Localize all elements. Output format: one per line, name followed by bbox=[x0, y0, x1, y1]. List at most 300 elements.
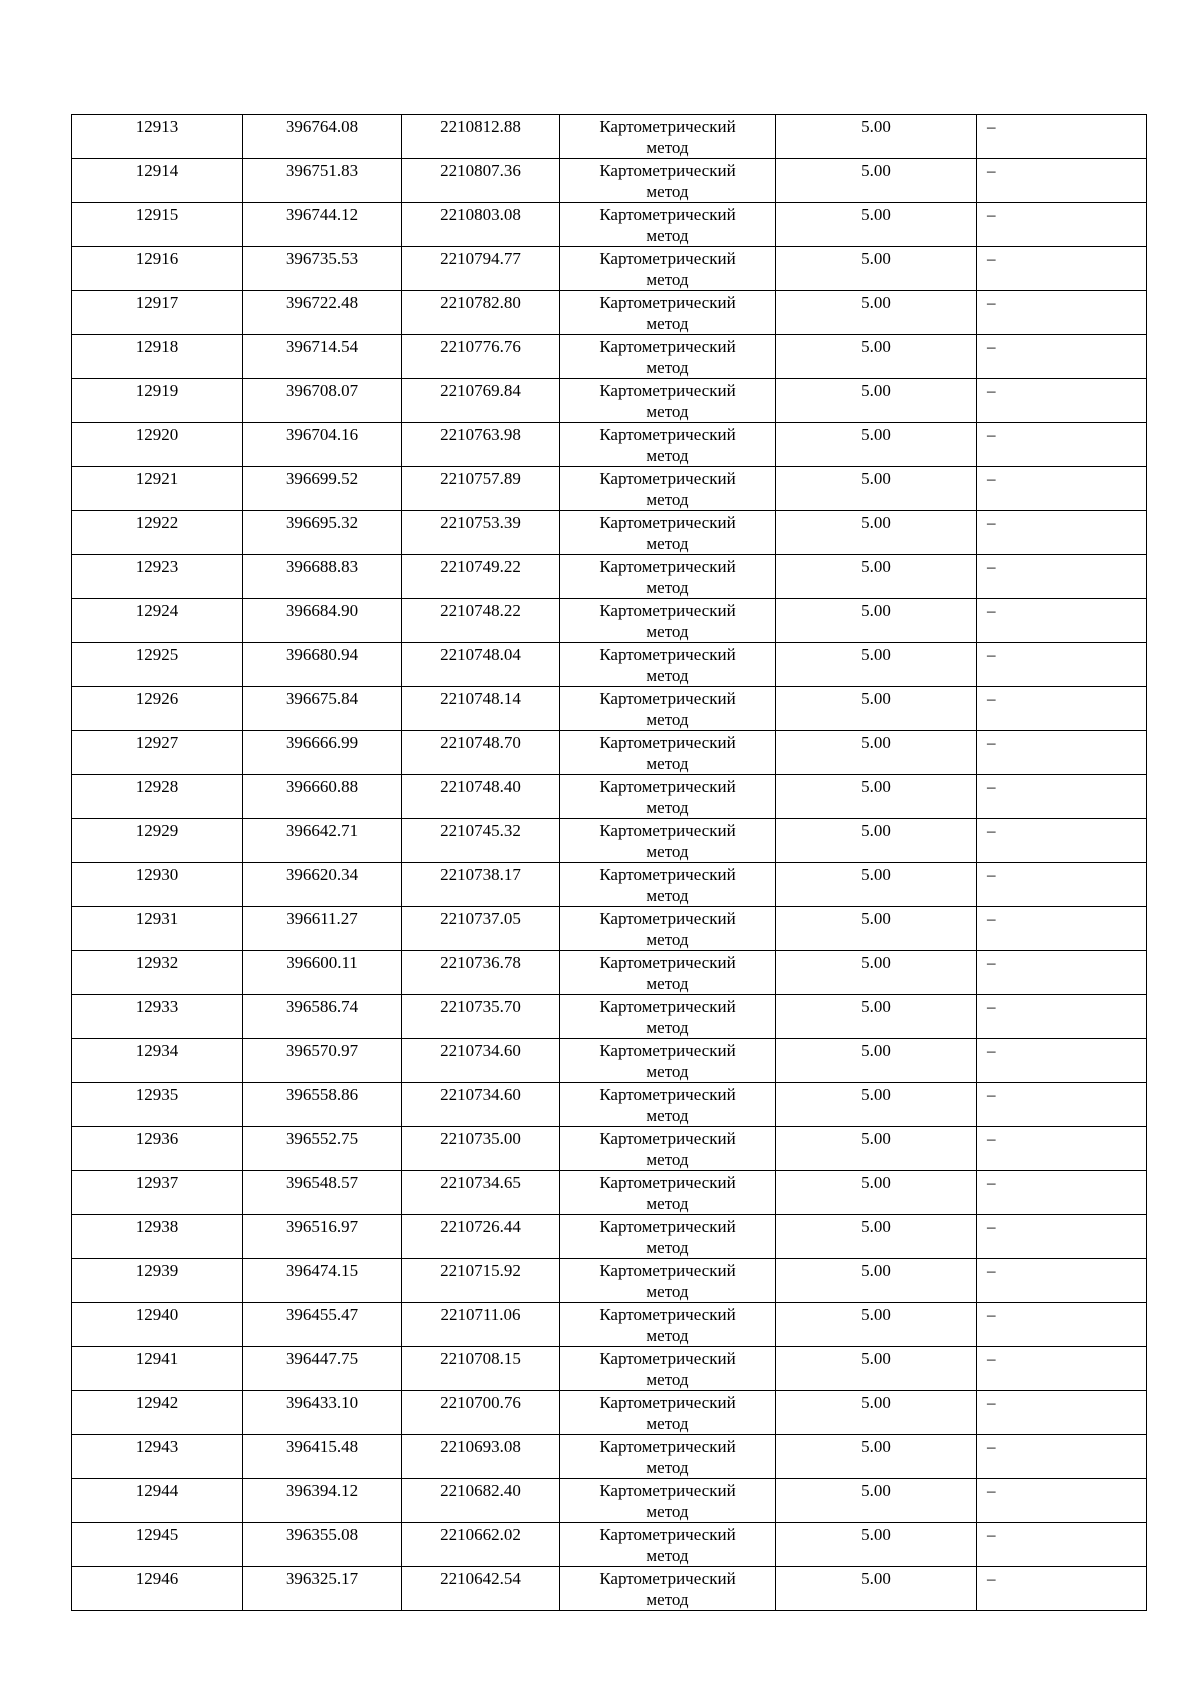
error-value: 5.00 bbox=[861, 1525, 891, 1544]
y-coordinate-cell bbox=[402, 115, 560, 159]
error-cell bbox=[776, 995, 977, 1039]
table-row bbox=[72, 247, 1147, 291]
method: Картометрический метод bbox=[599, 1393, 736, 1433]
x-coordinate: 396722.48 bbox=[285, 293, 359, 312]
point-number: 12936 bbox=[135, 1129, 179, 1148]
method-cell bbox=[560, 115, 776, 159]
error-value: 5.00 bbox=[861, 381, 891, 400]
x-coordinate: 396735.53 bbox=[285, 249, 359, 268]
point-number-cell bbox=[72, 1391, 243, 1435]
method: Картометрический метод bbox=[599, 381, 736, 421]
point-number: 12935 bbox=[135, 1085, 179, 1104]
point-number-cell bbox=[72, 115, 243, 159]
error-value: 5.00 bbox=[861, 1349, 891, 1368]
description: – bbox=[987, 1129, 996, 1148]
error-cell bbox=[776, 1567, 977, 1611]
point-number-cell bbox=[72, 291, 243, 335]
point-number-cell bbox=[72, 1127, 243, 1171]
description-cell bbox=[977, 1567, 1147, 1611]
y-coordinate-cell bbox=[402, 1215, 560, 1259]
point-number: 12914 bbox=[135, 161, 179, 180]
table-row bbox=[72, 1215, 1147, 1259]
table-row bbox=[72, 1479, 1147, 1523]
x-coordinate: 396570.97 bbox=[285, 1041, 359, 1060]
x-coordinate: 396744.12 bbox=[285, 205, 359, 224]
error-cell bbox=[776, 1127, 977, 1171]
x-coordinate: 396704.16 bbox=[285, 425, 359, 444]
x-coordinate: 396474.15 bbox=[285, 1261, 359, 1280]
point-number-cell bbox=[72, 379, 243, 423]
x-coordinate-cell bbox=[243, 819, 402, 863]
point-number-cell bbox=[72, 687, 243, 731]
y-coordinate: 2210735.00 bbox=[440, 1129, 521, 1148]
error-value: 5.00 bbox=[861, 1569, 891, 1588]
x-coordinate: 396708.07 bbox=[285, 381, 359, 400]
x-coordinate-cell bbox=[243, 555, 402, 599]
description-cell bbox=[977, 423, 1147, 467]
x-coordinate: 396600.11 bbox=[286, 953, 358, 972]
table-row bbox=[72, 951, 1147, 995]
point-number: 12928 bbox=[135, 777, 179, 796]
table-row bbox=[72, 511, 1147, 555]
table-row bbox=[72, 467, 1147, 511]
table-row bbox=[72, 1039, 1147, 1083]
description-cell bbox=[977, 247, 1147, 291]
error-value: 5.00 bbox=[861, 293, 891, 312]
x-coordinate-cell bbox=[243, 1347, 402, 1391]
point-number: 12946 bbox=[135, 1569, 179, 1588]
point-number: 12922 bbox=[135, 513, 179, 532]
y-coordinate: 2210769.84 bbox=[440, 381, 521, 400]
method-cell bbox=[560, 599, 776, 643]
error-cell bbox=[776, 1303, 977, 1347]
y-coordinate: 2210763.98 bbox=[440, 425, 521, 444]
error-cell bbox=[776, 423, 977, 467]
description: – bbox=[987, 469, 996, 488]
method: Картометрический метод bbox=[599, 469, 736, 509]
y-coordinate: 2210642.54 bbox=[440, 1569, 521, 1588]
point-number-cell bbox=[72, 511, 243, 555]
table-row bbox=[72, 995, 1147, 1039]
y-coordinate-cell bbox=[402, 1391, 560, 1435]
description-cell bbox=[977, 1479, 1147, 1523]
y-coordinate-cell bbox=[402, 511, 560, 555]
method: Картометрический метод bbox=[599, 337, 736, 377]
description: – bbox=[987, 1569, 996, 1588]
description-cell bbox=[977, 1171, 1147, 1215]
table-row bbox=[72, 1303, 1147, 1347]
y-coordinate: 2210735.70 bbox=[440, 997, 521, 1016]
y-coordinate: 2210726.44 bbox=[440, 1217, 521, 1236]
y-coordinate-cell bbox=[402, 775, 560, 819]
y-coordinate-cell bbox=[402, 995, 560, 1039]
method-cell bbox=[560, 1479, 776, 1523]
error-value: 5.00 bbox=[861, 777, 891, 796]
point-number: 12945 bbox=[135, 1525, 179, 1544]
coordinates-table bbox=[71, 114, 1147, 1611]
error-cell bbox=[776, 1083, 977, 1127]
error-cell bbox=[776, 643, 977, 687]
description-cell bbox=[977, 1083, 1147, 1127]
description-cell bbox=[977, 555, 1147, 599]
x-coordinate: 396642.71 bbox=[285, 821, 359, 840]
table-row bbox=[72, 1083, 1147, 1127]
y-coordinate: 2210736.78 bbox=[440, 953, 521, 972]
y-coordinate: 2210748.14 bbox=[440, 689, 521, 708]
x-coordinate: 396455.47 bbox=[285, 1305, 359, 1324]
error-value: 5.00 bbox=[861, 1481, 891, 1500]
point-number: 12924 bbox=[135, 601, 179, 620]
error-value: 5.00 bbox=[861, 161, 891, 180]
y-coordinate-cell bbox=[402, 907, 560, 951]
error-value: 5.00 bbox=[861, 557, 891, 576]
method: Картометрический метод bbox=[599, 205, 736, 245]
table-row bbox=[72, 731, 1147, 775]
error-cell bbox=[776, 687, 977, 731]
x-coordinate-cell bbox=[243, 995, 402, 1039]
y-coordinate: 2210748.22 bbox=[440, 601, 521, 620]
method: Картометрический метод bbox=[599, 557, 736, 597]
description-cell bbox=[977, 643, 1147, 687]
description-cell bbox=[977, 687, 1147, 731]
description-cell bbox=[977, 995, 1147, 1039]
point-number: 12926 bbox=[135, 689, 179, 708]
y-coordinate: 2210782.80 bbox=[440, 293, 521, 312]
error-cell bbox=[776, 731, 977, 775]
error-value: 5.00 bbox=[861, 1305, 891, 1324]
y-coordinate: 2210734.65 bbox=[440, 1173, 521, 1192]
y-coordinate-cell bbox=[402, 1083, 560, 1127]
y-coordinate-cell bbox=[402, 291, 560, 335]
error-value: 5.00 bbox=[861, 1129, 891, 1148]
method-cell bbox=[560, 775, 776, 819]
x-coordinate: 396611.27 bbox=[286, 909, 358, 928]
error-cell bbox=[776, 1215, 977, 1259]
method-cell bbox=[560, 335, 776, 379]
method: Картометрический метод bbox=[599, 1217, 736, 1257]
y-coordinate: 2210715.92 bbox=[440, 1261, 521, 1280]
point-number-cell bbox=[72, 1435, 243, 1479]
error-value: 5.00 bbox=[861, 513, 891, 532]
method: Картометрический метод bbox=[599, 117, 736, 157]
method-cell bbox=[560, 467, 776, 511]
table-row bbox=[72, 115, 1147, 159]
point-number: 12915 bbox=[135, 205, 179, 224]
description-cell bbox=[977, 291, 1147, 335]
method: Картометрический метод bbox=[599, 909, 736, 949]
point-number: 12918 bbox=[135, 337, 179, 356]
error-cell bbox=[776, 1391, 977, 1435]
method-cell bbox=[560, 1083, 776, 1127]
y-coordinate: 2210812.88 bbox=[440, 117, 521, 136]
point-number: 12920 bbox=[135, 425, 179, 444]
table-row bbox=[72, 555, 1147, 599]
x-coordinate-cell bbox=[243, 731, 402, 775]
description-cell bbox=[977, 1347, 1147, 1391]
y-coordinate: 2210807.36 bbox=[440, 161, 521, 180]
x-coordinate-cell bbox=[243, 1215, 402, 1259]
description: – bbox=[987, 117, 996, 136]
method: Картометрический метод bbox=[599, 601, 736, 641]
error-cell bbox=[776, 951, 977, 995]
y-coordinate-cell bbox=[402, 1347, 560, 1391]
error-value: 5.00 bbox=[861, 645, 891, 664]
method-cell bbox=[560, 731, 776, 775]
description-cell bbox=[977, 379, 1147, 423]
y-coordinate-cell bbox=[402, 1567, 560, 1611]
point-number-cell bbox=[72, 423, 243, 467]
method-cell bbox=[560, 1215, 776, 1259]
description-cell bbox=[977, 159, 1147, 203]
description-cell bbox=[977, 1303, 1147, 1347]
x-coordinate: 396415.48 bbox=[285, 1437, 359, 1456]
point-number-cell bbox=[72, 643, 243, 687]
table-row bbox=[72, 1171, 1147, 1215]
x-coordinate-cell bbox=[243, 1391, 402, 1435]
y-coordinate-cell bbox=[402, 1479, 560, 1523]
error-cell bbox=[776, 775, 977, 819]
description: – bbox=[987, 425, 996, 444]
description: – bbox=[987, 1393, 996, 1412]
y-coordinate: 2210693.08 bbox=[440, 1437, 521, 1456]
error-value: 5.00 bbox=[861, 1041, 891, 1060]
point-number-cell bbox=[72, 951, 243, 995]
description: – bbox=[987, 865, 996, 884]
table-row bbox=[72, 775, 1147, 819]
method: Картометрический метод bbox=[599, 1261, 736, 1301]
method: Картометрический метод bbox=[599, 865, 736, 905]
y-coordinate-cell bbox=[402, 247, 560, 291]
error-cell bbox=[776, 203, 977, 247]
method-cell bbox=[560, 159, 776, 203]
y-coordinate-cell bbox=[402, 951, 560, 995]
x-coordinate: 396695.32 bbox=[285, 513, 359, 532]
description-cell bbox=[977, 775, 1147, 819]
description-cell bbox=[977, 1523, 1147, 1567]
method: Картометрический метод bbox=[599, 1129, 736, 1169]
x-coordinate: 396620.34 bbox=[285, 865, 359, 884]
description: – bbox=[987, 1525, 996, 1544]
method-cell bbox=[560, 555, 776, 599]
method-cell bbox=[560, 1523, 776, 1567]
x-coordinate-cell bbox=[243, 599, 402, 643]
x-coordinate-cell bbox=[243, 423, 402, 467]
error-value: 5.00 bbox=[861, 1393, 891, 1412]
y-coordinate: 2210794.77 bbox=[440, 249, 521, 268]
method: Картометрический метод bbox=[599, 1041, 736, 1081]
y-coordinate-cell bbox=[402, 1523, 560, 1567]
point-number: 12919 bbox=[135, 381, 179, 400]
description: – bbox=[987, 601, 996, 620]
x-coordinate-cell bbox=[243, 1171, 402, 1215]
x-coordinate-cell bbox=[243, 951, 402, 995]
point-number-cell bbox=[72, 555, 243, 599]
table-row bbox=[72, 819, 1147, 863]
method: Картометрический метод bbox=[599, 1085, 736, 1125]
method: Картометрический метод bbox=[599, 161, 736, 201]
method-cell bbox=[560, 1567, 776, 1611]
method: Картометрический метод bbox=[599, 733, 736, 773]
description-cell bbox=[977, 1215, 1147, 1259]
point-number: 12927 bbox=[135, 733, 179, 752]
x-coordinate-cell bbox=[243, 1039, 402, 1083]
method: Картометрический метод bbox=[599, 513, 736, 553]
error-cell bbox=[776, 555, 977, 599]
error-value: 5.00 bbox=[861, 1217, 891, 1236]
y-coordinate: 2210745.32 bbox=[440, 821, 521, 840]
y-coordinate: 2210803.08 bbox=[440, 205, 521, 224]
error-cell bbox=[776, 1039, 977, 1083]
y-coordinate-cell bbox=[402, 203, 560, 247]
point-number: 12923 bbox=[135, 557, 179, 576]
method: Картометрический метод bbox=[599, 997, 736, 1037]
point-number: 12939 bbox=[135, 1261, 179, 1280]
table-row bbox=[72, 1259, 1147, 1303]
error-value: 5.00 bbox=[861, 733, 891, 752]
x-coordinate-cell bbox=[243, 1259, 402, 1303]
error-cell bbox=[776, 1435, 977, 1479]
method: Картометрический метод bbox=[599, 1569, 736, 1609]
x-coordinate: 396684.90 bbox=[285, 601, 359, 620]
x-coordinate-cell bbox=[243, 1435, 402, 1479]
error-cell bbox=[776, 819, 977, 863]
method-cell bbox=[560, 1171, 776, 1215]
y-coordinate-cell bbox=[402, 159, 560, 203]
description: – bbox=[987, 1085, 996, 1104]
description: – bbox=[987, 1041, 996, 1060]
description-cell bbox=[977, 1039, 1147, 1083]
description: – bbox=[987, 1349, 996, 1368]
method: Картометрический метод bbox=[599, 689, 736, 729]
y-coordinate-cell bbox=[402, 819, 560, 863]
table-row bbox=[72, 379, 1147, 423]
description: – bbox=[987, 1481, 996, 1500]
method-cell bbox=[560, 1435, 776, 1479]
x-coordinate-cell bbox=[243, 335, 402, 379]
point-number-cell bbox=[72, 599, 243, 643]
method: Картометрический метод bbox=[599, 777, 736, 817]
error-value: 5.00 bbox=[861, 1261, 891, 1280]
y-coordinate-cell bbox=[402, 423, 560, 467]
description: – bbox=[987, 337, 996, 356]
table-row bbox=[72, 687, 1147, 731]
point-number: 12931 bbox=[135, 909, 179, 928]
error-value: 5.00 bbox=[861, 1173, 891, 1192]
error-cell bbox=[776, 1259, 977, 1303]
point-number-cell bbox=[72, 467, 243, 511]
description: – bbox=[987, 689, 996, 708]
y-coordinate-cell bbox=[402, 1039, 560, 1083]
error-cell bbox=[776, 1523, 977, 1567]
description: – bbox=[987, 645, 996, 664]
point-number-cell bbox=[72, 1171, 243, 1215]
method-cell bbox=[560, 511, 776, 555]
x-coordinate-cell bbox=[243, 511, 402, 555]
description: – bbox=[987, 997, 996, 1016]
description: – bbox=[987, 909, 996, 928]
method: Картометрический метод bbox=[599, 1305, 736, 1345]
point-number-cell bbox=[72, 1523, 243, 1567]
description: – bbox=[987, 1217, 996, 1236]
table-row bbox=[72, 1391, 1147, 1435]
method: Картометрический метод bbox=[599, 1437, 736, 1477]
error-value: 5.00 bbox=[861, 337, 891, 356]
method-cell bbox=[560, 423, 776, 467]
x-coordinate-cell bbox=[243, 291, 402, 335]
description: – bbox=[987, 1305, 996, 1324]
x-coordinate: 396552.75 bbox=[285, 1129, 359, 1148]
x-coordinate: 396433.10 bbox=[285, 1393, 359, 1412]
table-row bbox=[72, 291, 1147, 335]
error-cell bbox=[776, 467, 977, 511]
y-coordinate-cell bbox=[402, 1171, 560, 1215]
point-number-cell bbox=[72, 907, 243, 951]
x-coordinate-cell bbox=[243, 159, 402, 203]
description: – bbox=[987, 1173, 996, 1192]
x-coordinate-cell bbox=[243, 687, 402, 731]
point-number: 12938 bbox=[135, 1217, 179, 1236]
x-coordinate: 396586.74 bbox=[285, 997, 359, 1016]
point-number-cell bbox=[72, 159, 243, 203]
x-coordinate: 396751.83 bbox=[285, 161, 359, 180]
method-cell bbox=[560, 379, 776, 423]
description-cell bbox=[977, 951, 1147, 995]
point-number-cell bbox=[72, 1567, 243, 1611]
x-coordinate-cell bbox=[243, 115, 402, 159]
method-cell bbox=[560, 1127, 776, 1171]
method-cell bbox=[560, 863, 776, 907]
description-cell bbox=[977, 1391, 1147, 1435]
error-value: 5.00 bbox=[861, 689, 891, 708]
point-number: 12941 bbox=[135, 1349, 179, 1368]
method: Картометрический метод bbox=[599, 1525, 736, 1565]
point-number: 12925 bbox=[135, 645, 179, 664]
point-number: 12940 bbox=[135, 1305, 179, 1324]
x-coordinate-cell bbox=[243, 379, 402, 423]
x-coordinate: 396447.75 bbox=[285, 1349, 359, 1368]
method-cell bbox=[560, 1303, 776, 1347]
y-coordinate: 2210700.76 bbox=[440, 1393, 521, 1412]
x-coordinate: 396688.83 bbox=[285, 557, 359, 576]
y-coordinate: 2210753.39 bbox=[440, 513, 521, 532]
error-value: 5.00 bbox=[861, 997, 891, 1016]
error-value: 5.00 bbox=[861, 205, 891, 224]
error-value: 5.00 bbox=[861, 117, 891, 136]
point-number: 12934 bbox=[135, 1041, 179, 1060]
method-cell bbox=[560, 907, 776, 951]
error-value: 5.00 bbox=[861, 953, 891, 972]
description-cell bbox=[977, 203, 1147, 247]
table-row bbox=[72, 203, 1147, 247]
x-coordinate: 396516.97 bbox=[285, 1217, 359, 1236]
error-value: 5.00 bbox=[861, 249, 891, 268]
error-cell bbox=[776, 159, 977, 203]
x-coordinate: 396675.84 bbox=[285, 689, 359, 708]
description: – bbox=[987, 1261, 996, 1280]
y-coordinate-cell bbox=[402, 643, 560, 687]
table-row bbox=[72, 423, 1147, 467]
method: Картометрический метод bbox=[599, 293, 736, 333]
point-number-cell bbox=[72, 1347, 243, 1391]
error-cell bbox=[776, 115, 977, 159]
error-value: 5.00 bbox=[861, 601, 891, 620]
description-cell bbox=[977, 863, 1147, 907]
point-number-cell bbox=[72, 731, 243, 775]
error-cell bbox=[776, 247, 977, 291]
y-coordinate: 2210711.06 bbox=[440, 1305, 521, 1324]
point-number: 12933 bbox=[135, 997, 179, 1016]
y-coordinate-cell bbox=[402, 379, 560, 423]
